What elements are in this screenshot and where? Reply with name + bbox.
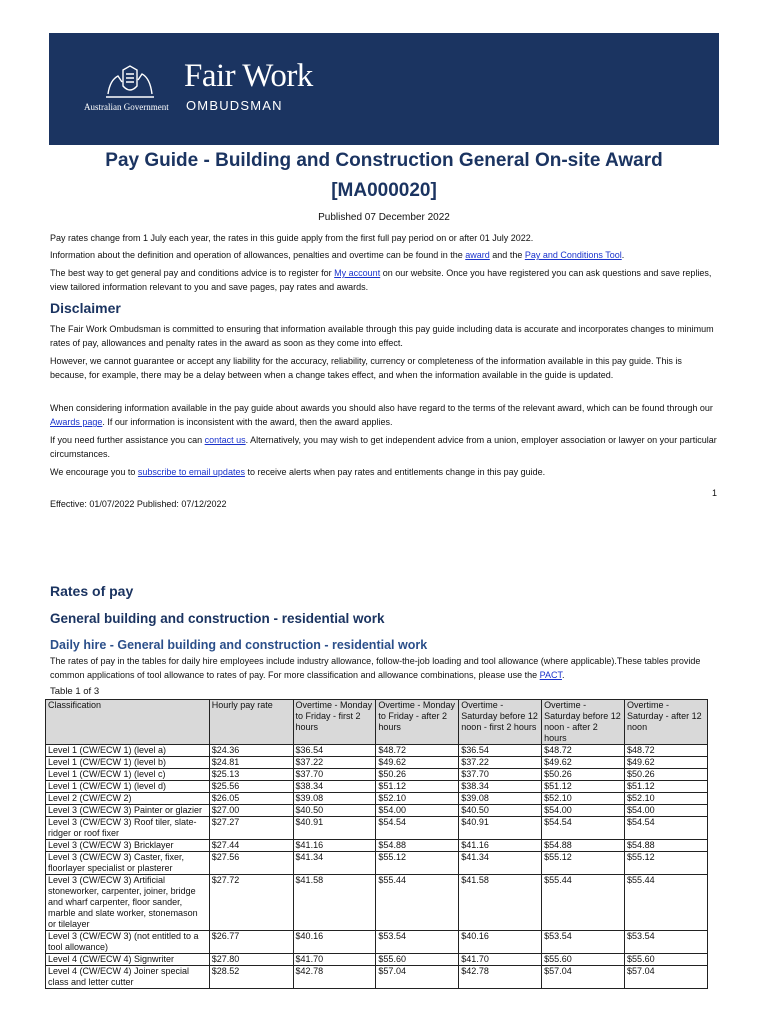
disclaimer-paragraph-3: When considering information available in the pay guide about awards you should also have regard to the terms of the relevant award, which can be found through our Awards page. If our information is inconsistent with the award, then the award applies. [50, 403, 713, 427]
table-row [46, 954, 708, 966]
rate-cell: $54.88 [542, 840, 625, 852]
rate-cell: $42.78 [459, 966, 542, 989]
rate-cell: $41.34 [293, 852, 376, 875]
table-row [46, 793, 708, 805]
awards-page-link[interactable]: Awards page [50, 417, 103, 427]
rate-cell: $54.54 [542, 817, 625, 840]
rate-cell: $54.88 [625, 840, 708, 852]
table-caption: Table 1 of 3 [50, 686, 100, 697]
rate-cell: $48.72 [625, 745, 708, 757]
rate-cell: $53.54 [542, 931, 625, 954]
rate-cell: $40.91 [459, 817, 542, 840]
daily-hire-heading: Daily hire - General building and construction - residential work [50, 638, 428, 652]
residential-heading: General building and construction - residential work [50, 611, 385, 626]
rate-cell: $54.00 [542, 805, 625, 817]
rate-cell: $48.72 [542, 745, 625, 757]
rate-cell: $25.13 [209, 769, 293, 781]
rate-cell: $28.52 [209, 966, 293, 989]
rate-cell: $49.62 [542, 757, 625, 769]
rate-cell: $50.26 [376, 769, 459, 781]
page-title: Pay Guide - Building and Construction General On-site Award [105, 150, 663, 171]
coat-of-arms-icon [104, 64, 156, 100]
rate-cell: $25.56 [209, 781, 293, 793]
rate-cell: $55.12 [542, 852, 625, 875]
rate-cell: $52.10 [625, 793, 708, 805]
rate-cell: $55.60 [625, 954, 708, 966]
table-header-row [46, 700, 708, 745]
rate-cell: $50.26 [625, 769, 708, 781]
rate-cell: $37.70 [293, 769, 376, 781]
disclaimer-paragraph-1: The Fair Work Ombudsman is committed to ensuring that information available through this pay guide including data is accurate and incorporates changes to minimum rates of pay, allowances and penalty rates in the award as soon as they come into effect. [50, 324, 714, 348]
rate-cell: $41.34 [459, 852, 542, 875]
rate-cell: $49.62 [376, 757, 459, 769]
table-row [46, 840, 708, 852]
rate-cell: $57.04 [542, 966, 625, 989]
classification-cell: Level 3 (CW/ECW 3) Roof tiler, slate-ridger or roof fixer [46, 817, 210, 840]
rate-cell: $52.10 [542, 793, 625, 805]
table-row [46, 931, 708, 954]
rate-cell: $26.77 [209, 931, 293, 954]
rate-cell: $48.72 [376, 745, 459, 757]
rate-cell: $27.27 [209, 817, 293, 840]
rate-cell: $54.00 [376, 805, 459, 817]
rate-cell: $55.44 [376, 875, 459, 931]
classification-cell: Level 3 (CW/ECW 3) Painter or glazier [46, 805, 210, 817]
table-row [46, 852, 708, 875]
rate-cell: $51.12 [542, 781, 625, 793]
disclaimer-paragraph-4: If you need further assistance you can contact us. Alternatively, you may wish to get independent advice from a union, employer association or lawyer on your particular circumstances. [50, 435, 717, 459]
rate-cell: $37.70 [459, 769, 542, 781]
column-header: Classification [46, 700, 210, 745]
column-header: Overtime - Saturday before 12 noon - first 2 hours [459, 700, 542, 745]
intro-paragraph-3: The best way to get general pay and conditions advice is to register for My account on our website. Once you have registered you can ask questions and save replies, view tailored information relevant to you and save pages, pay rates and awards. [50, 268, 712, 292]
rate-cell: $40.50 [293, 805, 376, 817]
classification-cell: Level 4 (CW/ECW 4) Joiner special class and letter cutter [46, 966, 210, 989]
rate-cell: $27.00 [209, 805, 293, 817]
pay-rates-table [45, 699, 708, 989]
rate-cell: $27.56 [209, 852, 293, 875]
rate-cell: $53.54 [625, 931, 708, 954]
rate-cell: $36.54 [293, 745, 376, 757]
rate-cell: $40.16 [293, 931, 376, 954]
award-link[interactable]: award [465, 250, 490, 260]
rate-cell: $27.80 [209, 954, 293, 966]
rate-cell: $51.12 [376, 781, 459, 793]
rate-cell: $57.04 [376, 966, 459, 989]
contact-us-link[interactable]: contact us [204, 435, 246, 445]
classification-cell: Level 4 (CW/ECW 4) Signwriter [46, 954, 210, 966]
rate-cell: $51.12 [625, 781, 708, 793]
rates-description: The rates of pay in the tables for daily hire employees include industry allowance, follow-the-job loading and tool allowance (where applicable).These tables provide common applications of tool allowance to rates of pay. For more classification and allowance combinations, please use the PACT. [50, 656, 701, 680]
rate-cell: $41.16 [459, 840, 542, 852]
rate-cell: $55.44 [625, 875, 708, 931]
rate-cell: $41.70 [459, 954, 542, 966]
table-row [46, 757, 708, 769]
rate-cell: $24.81 [209, 757, 293, 769]
rate-cell: $41.58 [293, 875, 376, 931]
rate-cell: $55.60 [376, 954, 459, 966]
classification-cell: Level 1 (CW/ECW 1) (level a) [46, 745, 210, 757]
rate-cell: $40.16 [459, 931, 542, 954]
rate-cell: $26.05 [209, 793, 293, 805]
disclaimer-paragraph-5: We encourage you to subscribe to email updates to receive alerts when pay rates and entitlements change in this pay guide. [50, 467, 546, 477]
rate-cell: $38.34 [459, 781, 542, 793]
column-header: Hourly pay rate [209, 700, 293, 745]
table-row [46, 781, 708, 793]
classification-cell: Level 3 (CW/ECW 3) Artificial stoneworker, carpenter, joiner, bridge and wharf carpenter, floor sander, marble and slate worker, stonemason or tilelayer [46, 875, 210, 931]
classification-cell: Level 3 (CW/ECW 3) (not entitled to a tool allowance) [46, 931, 210, 954]
rate-cell: $41.16 [293, 840, 376, 852]
disclaimer-paragraph-2: However, we cannot guarantee or accept any liability for the accuracy, reliability, currency or completeness of the information available in this pay guide. This is because, for example, there may be a delay between when a change takes effect, and when the information available in the guide is updated. [50, 356, 682, 380]
rate-cell: $37.22 [459, 757, 542, 769]
rate-cell: $53.54 [376, 931, 459, 954]
classification-cell: Level 1 (CW/ECW 1) (level c) [46, 769, 210, 781]
rate-cell: $55.44 [542, 875, 625, 931]
rate-cell: $55.12 [376, 852, 459, 875]
rate-cell: $54.88 [376, 840, 459, 852]
classification-cell: Level 3 (CW/ECW 3) Caster, fixer, floorlayer specialist or plasterer [46, 852, 210, 875]
disclaimer-heading: Disclaimer [50, 300, 121, 316]
rate-cell: $50.26 [542, 769, 625, 781]
classification-cell: Level 1 (CW/ECW 1) (level d) [46, 781, 210, 793]
published-date: Published 07 December 2022 [318, 212, 450, 223]
page-number: 1 [712, 488, 718, 498]
rate-cell: $39.08 [293, 793, 376, 805]
rate-cell: $55.12 [625, 852, 708, 875]
table-row [46, 966, 708, 989]
brand-logo-text: Fair Work [184, 58, 313, 94]
column-header: Overtime - Monday to Friday - after 2 hours [376, 700, 459, 745]
table-row [46, 817, 708, 840]
classification-cell: Level 3 (CW/ECW 3) Bricklayer [46, 840, 210, 852]
intro-paragraph-2: Information about the definition and operation of allowances, penalties and overtime can be found in the award and the Pay and Conditions Tool. [50, 250, 625, 260]
rate-cell: $38.34 [293, 781, 376, 793]
rate-cell: $27.72 [209, 875, 293, 931]
table-row [46, 805, 708, 817]
table-row [46, 745, 708, 757]
rate-cell: $54.54 [625, 817, 708, 840]
intro-paragraph-1: Pay rates change from 1 July each year, the rates in this guide apply from the first full pay period on or after 01 July 2022. [50, 233, 534, 243]
brand-subtitle: OMBUDSMAN [186, 98, 283, 113]
rate-cell: $36.54 [459, 745, 542, 757]
rate-cell: $55.60 [542, 954, 625, 966]
effective-date: Effective: 01/07/2022 Published: 07/12/2022 [50, 499, 227, 509]
classification-cell: Level 2 (CW/ECW 2) [46, 793, 210, 805]
column-header: Overtime - Monday to Friday - first 2 hours [293, 700, 376, 745]
rate-cell: $42.78 [293, 966, 376, 989]
rate-cell: $41.58 [459, 875, 542, 931]
classification-cell: Level 1 (CW/ECW 1) (level b) [46, 757, 210, 769]
award-code: [MA000020] [331, 180, 437, 201]
my-account-link[interactable]: My account [334, 268, 381, 278]
rate-cell: $57.04 [625, 966, 708, 989]
table-row [46, 769, 708, 781]
rate-cell: $54.00 [625, 805, 708, 817]
table-row [46, 875, 708, 931]
rate-cell: $40.50 [459, 805, 542, 817]
government-caption: Australian Government [84, 102, 169, 112]
rate-cell: $40.91 [293, 817, 376, 840]
pact-link[interactable]: PACT [539, 670, 562, 680]
column-header: Overtime - Saturday - after 12 noon [625, 700, 708, 745]
rate-cell: $52.10 [376, 793, 459, 805]
column-header: Overtime - Saturday before 12 noon - after 2 hours [542, 700, 625, 745]
rate-cell: $27.44 [209, 840, 293, 852]
rate-cell: $39.08 [459, 793, 542, 805]
rate-cell: $41.70 [293, 954, 376, 966]
rate-cell: $49.62 [625, 757, 708, 769]
rate-cell: $37.22 [293, 757, 376, 769]
rates-heading: Rates of pay [50, 583, 134, 599]
pay-and-conditions-tool-link[interactable]: Pay and Conditions Tool [524, 250, 622, 260]
subscribe-email-updates-link[interactable]: subscribe to email updates [137, 467, 245, 477]
rate-cell: $54.54 [376, 817, 459, 840]
rate-cell: $24.36 [209, 745, 293, 757]
